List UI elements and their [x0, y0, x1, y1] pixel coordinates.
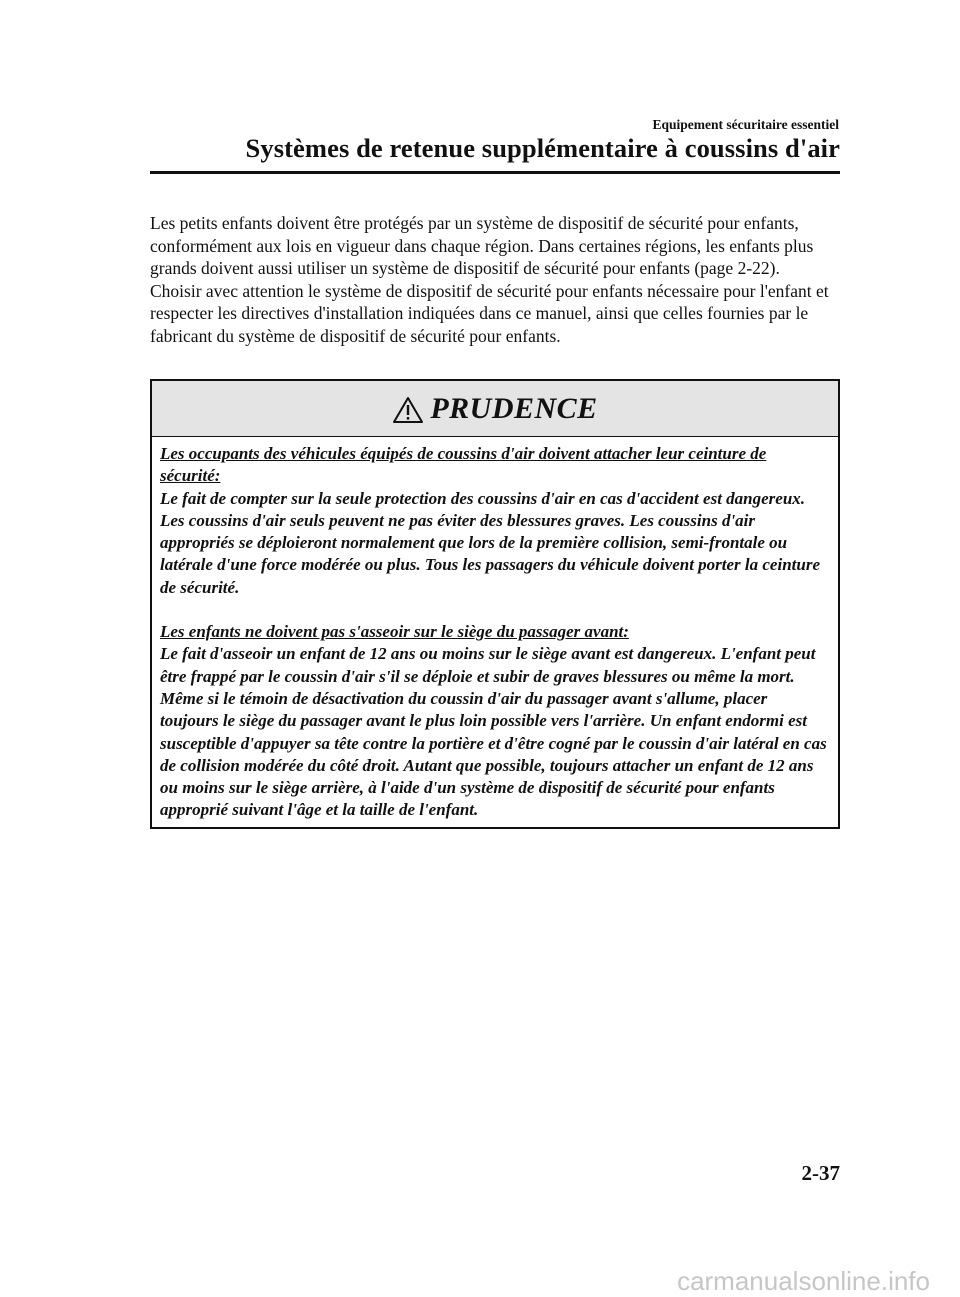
spacer — [160, 599, 830, 621]
intro-paragraph: Les petits enfants doivent être protégés par un système de dispositif de sécurité pour enfants, conformément aux lois en vigueur dans chaque région. Dans certaines régions, les enfants plus grands doivent aussi utiliser un système de dispositif de sécurité pour enfants (page 2-22). — [150, 213, 814, 278]
intro-paragraph: Choisir avec attention le système de dispositif de sécurité pour enfants nécessaire pour l'enfant et respecter les directives d'installation indiquées dans ce manuel, ainsi que celles fournies par le fabricant du système de dispositif de sécurité pour enfants. — [150, 280, 829, 346]
intro-text — [150, 212, 840, 347]
caution-text: Le fait de compter sur la seule protection des coussins d'air en cas d'accident est dangereux. Les coussins d'air seuls peuvent ne pas éviter des blessures graves. Les coussins d'air appropriés se déploieront normalement que lors de la première collision, semi-frontale ou latérale d'une force modérée ou plus. Tous les passagers du véhicule doivent porter la ceinture de sécurité. — [160, 488, 820, 597]
section-subtitle: Equipement sécuritaire essentiel — [652, 117, 839, 132]
warning-triangle-icon — [392, 396, 424, 424]
caution-box — [150, 379, 840, 829]
page-number: 2-37 — [801, 1161, 840, 1185]
page-title: Systèmes de retenue supplémentaire à coussins d'air — [245, 133, 840, 163]
caution-header — [152, 381, 838, 437]
caution-title: PRUDENCE — [430, 391, 598, 425]
header-divider — [150, 171, 840, 174]
watermark: carmanualsonline.info — [677, 1266, 930, 1296]
caution-body — [152, 437, 838, 822]
caution-text: Le fait d'asseoir un enfant de 12 ans ou moins sur le siège avant est dangereux. L'enfant peut être frappé par le coussin d'air s'il se déploie et subir de graves blessures ou même la mort. Même si le témoin de désactivation du coussin d'air du passager avant s'allume, placer toujours le siège du passager avant le plus loin possible vers l'arrière. Un enfant endormi est susceptible d'appuyer sa tête contre la portière et d'être cogné par le coussin d'air latéral en cas de collision modérée du côté droit. Autant que possible, toujours attacher un enfant de 12 ans ou moins sur le siège arrière, à l'aide d'un système de dispositif de sécurité pour enfants approprié suivant l'âge et la taille de l'enfant. — [160, 644, 827, 820]
caution-lead: Les occupants des véhicules équipés de coussins d'air doivent attacher leur ceinture de sécurité: — [160, 444, 767, 486]
caution-lead: Les enfants ne doivent pas s'asseoir sur le siège du passager avant: — [160, 622, 629, 642]
